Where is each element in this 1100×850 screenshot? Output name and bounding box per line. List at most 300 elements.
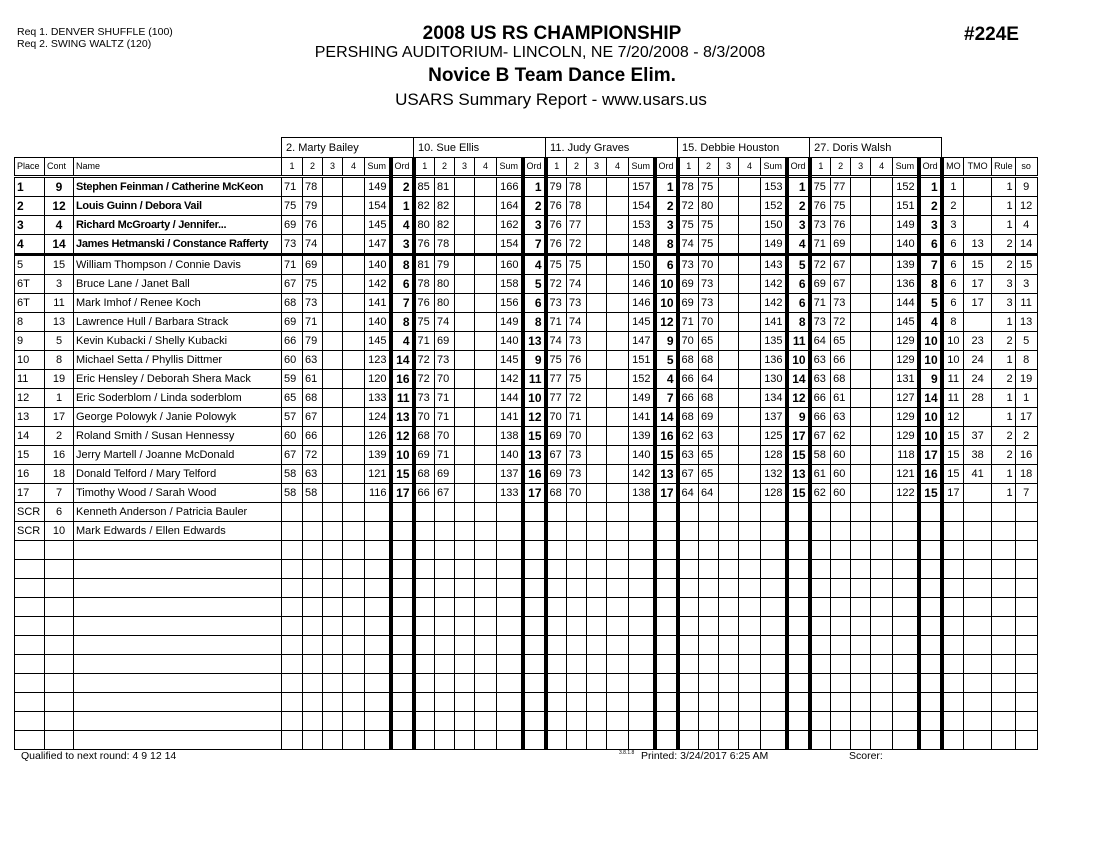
empty-cell (414, 579, 435, 598)
empty-cell (831, 598, 851, 617)
empty-cell (629, 655, 655, 674)
sum-cell: 147 (365, 235, 391, 255)
score-cell (607, 275, 629, 294)
sum-cell: 139 (629, 427, 655, 446)
score-cell (851, 465, 871, 484)
score-cell: 70 (567, 484, 587, 503)
score-cell: 69 (546, 427, 567, 446)
mo-cell: 11 (942, 370, 964, 389)
event-title (0, 65, 1100, 87)
score-cell: 62 (831, 427, 851, 446)
empty-cell (810, 674, 831, 693)
empty-cell (391, 693, 414, 712)
empty-cell (303, 731, 323, 750)
empty-cell (475, 731, 497, 750)
empty-cell (678, 560, 699, 579)
ordinal-cell (523, 522, 546, 541)
place-cell: 16 (15, 465, 45, 484)
event-number: #224E (964, 24, 1019, 45)
score-cell: 72 (831, 313, 851, 332)
ordinal-cell: 16 (523, 465, 546, 484)
empty-cell (831, 693, 851, 712)
sum-cell: 141 (761, 313, 787, 332)
sum-cell: 145 (893, 313, 919, 332)
ordinal-cell: 16 (919, 465, 942, 484)
ordinal-cell: 17 (523, 484, 546, 503)
sum-cell: 146 (629, 275, 655, 294)
score-cell (475, 427, 497, 446)
score-cell (323, 484, 343, 503)
empty-cell (323, 693, 343, 712)
score-cell: 74 (567, 313, 587, 332)
empty-cell (699, 731, 719, 750)
empty-cell (414, 636, 435, 655)
empty-cell (567, 636, 587, 655)
rule-cell: 1 (992, 216, 1016, 235)
score-cell (455, 465, 475, 484)
sum-cell: 129 (893, 332, 919, 351)
empty-cell (523, 712, 546, 731)
empty-cell (787, 541, 810, 560)
empty-cell (497, 693, 523, 712)
empty-cell (435, 579, 455, 598)
empty-cell (455, 598, 475, 617)
empty-cell (739, 674, 761, 693)
score-cell: 81 (435, 177, 455, 197)
empty-cell (992, 674, 1016, 693)
place-cell: 1 (15, 177, 45, 197)
results-table (14, 137, 1038, 750)
place-cell: 15 (15, 446, 45, 465)
so-cell: 11 (1015, 294, 1037, 313)
sum-cell: 121 (893, 465, 919, 484)
score-cell (323, 294, 343, 313)
table-row (15, 503, 1038, 522)
empty-cell (761, 598, 787, 617)
score-cell (587, 275, 607, 294)
empty-cell (74, 617, 282, 636)
empty-cell (787, 598, 810, 617)
score-cell (851, 332, 871, 351)
empty-cell (851, 655, 871, 674)
empty-cell (455, 579, 475, 598)
score-cell (282, 522, 303, 541)
column-header-row (15, 158, 1038, 177)
score-cell (343, 294, 365, 313)
score-cell (719, 370, 739, 389)
empty-cell (343, 541, 365, 560)
score-cell (607, 351, 629, 370)
empty-cell (497, 617, 523, 636)
name-cell: Roland Smith / Susan Hennessy (74, 427, 282, 446)
report-title (0, 90, 1100, 110)
score-cell: 73 (414, 389, 435, 408)
score-cell (739, 427, 761, 446)
col-header-judge3-1: 1 (678, 158, 699, 177)
col-header-name: Name (74, 158, 282, 177)
empty-cell (15, 674, 45, 693)
empty-cell (678, 674, 699, 693)
score-cell (343, 351, 365, 370)
score-cell: 70 (567, 427, 587, 446)
sum-cell: 145 (365, 216, 391, 235)
empty-cell (699, 541, 719, 560)
ordinal-cell: 2 (391, 177, 414, 197)
score-cell (851, 294, 871, 313)
score-cell (719, 465, 739, 484)
qualified-list: Qualified to next round: 4 9 12 14 (21, 750, 177, 762)
empty-cell (964, 674, 992, 693)
score-cell: 78 (678, 177, 699, 197)
score-cell (343, 255, 365, 275)
empty-cell (523, 674, 546, 693)
place-cell: 10 (15, 351, 45, 370)
judge-name-4: 27. Doris Walsh (810, 138, 942, 158)
ordinal-cell: 14 (787, 370, 810, 389)
score-cell (607, 522, 629, 541)
score-cell (739, 503, 761, 522)
empty-cell (587, 674, 607, 693)
score-cell (587, 313, 607, 332)
empty-row (15, 598, 1038, 617)
empty-cell (497, 674, 523, 693)
empty-cell (699, 617, 719, 636)
ordinal-cell: 12 (523, 408, 546, 427)
sum-cell: 128 (761, 484, 787, 503)
col-header-judge4-4: 4 (871, 158, 893, 177)
name-cell: Richard McGroarty / Jennifer... (74, 216, 282, 235)
empty-cell (629, 731, 655, 750)
mo-cell: 2 (942, 197, 964, 216)
empty-cell (323, 655, 343, 674)
ordinal-cell: 8 (391, 255, 414, 275)
ordinal-cell: 4 (391, 216, 414, 235)
score-cell: 69 (678, 275, 699, 294)
empty-cell (629, 598, 655, 617)
empty-cell (964, 598, 992, 617)
score-cell: 78 (414, 275, 435, 294)
sum-cell (365, 503, 391, 522)
tmo-cell: 13 (964, 235, 992, 255)
sum-cell: 135 (761, 332, 787, 351)
empty-row (15, 655, 1038, 674)
empty-cell (391, 655, 414, 674)
score-cell (475, 484, 497, 503)
empty-cell (45, 617, 74, 636)
empty-cell (964, 731, 992, 750)
score-cell: 78 (567, 177, 587, 197)
sum-cell: 125 (761, 427, 787, 446)
ordinal-cell: 15 (391, 465, 414, 484)
score-cell: 75 (567, 255, 587, 275)
col-header-judge4-2: 2 (831, 158, 851, 177)
empty-cell (787, 579, 810, 598)
score-cell (587, 389, 607, 408)
empty-cell (567, 731, 587, 750)
empty-cell (1015, 655, 1037, 674)
score-cell (323, 522, 343, 541)
score-cell: 58 (282, 465, 303, 484)
rule-cell: 1 (992, 177, 1016, 197)
table-row (15, 370, 1038, 389)
championship-title-text: 2008 US RS CHAMPIONSHIP (422, 23, 682, 44)
score-cell (871, 351, 893, 370)
score-cell: 71 (810, 294, 831, 313)
empty-cell (323, 560, 343, 579)
ordinal-cell: 5 (523, 275, 546, 294)
empty-cell (523, 636, 546, 655)
score-cell (343, 427, 365, 446)
score-cell (719, 235, 739, 255)
table-row (15, 197, 1038, 216)
score-cell: 63 (810, 351, 831, 370)
name-cell: Eric Soderblom / Linda soderblom (74, 389, 282, 408)
empty-cell (546, 636, 567, 655)
sum-cell: 142 (761, 275, 787, 294)
empty-cell (45, 655, 74, 674)
table-row (15, 275, 1038, 294)
score-cell (343, 235, 365, 255)
empty-cell (497, 579, 523, 598)
empty-cell (739, 693, 761, 712)
empty-cell (699, 712, 719, 731)
tmo-cell: 41 (964, 465, 992, 484)
empty-cell (391, 598, 414, 617)
rule-cell: 1 (992, 408, 1016, 427)
col-header-judge4-ord: Ord (919, 158, 942, 177)
empty-cell (303, 712, 323, 731)
sum-cell: 142 (497, 370, 523, 389)
table-row (15, 389, 1038, 408)
empty-cell (587, 560, 607, 579)
ordinal-cell: 4 (391, 332, 414, 351)
cont-cell: 11 (45, 294, 74, 313)
empty-cell (365, 636, 391, 655)
empty-cell (303, 579, 323, 598)
table-row (15, 465, 1038, 484)
score-cell: 80 (435, 275, 455, 294)
empty-cell (678, 655, 699, 674)
score-cell: 65 (699, 465, 719, 484)
place-cell: 17 (15, 484, 45, 503)
empty-cell (871, 636, 893, 655)
empty-cell (587, 693, 607, 712)
empty-cell (567, 712, 587, 731)
score-cell (719, 275, 739, 294)
empty-cell (699, 636, 719, 655)
empty-cell (992, 655, 1016, 674)
empty-cell (391, 541, 414, 560)
empty-cell (893, 579, 919, 598)
empty-cell (893, 712, 919, 731)
score-cell (343, 216, 365, 235)
sum-cell: 140 (497, 446, 523, 465)
cont-cell: 10 (45, 522, 74, 541)
empty-cell (655, 598, 678, 617)
so-cell: 5 (1015, 332, 1037, 351)
empty-cell (810, 541, 831, 560)
ordinal-cell: 12 (655, 313, 678, 332)
empty-cell (587, 636, 607, 655)
empty-cell (607, 560, 629, 579)
score-cell (871, 294, 893, 313)
rule-cell (992, 522, 1016, 541)
table-row (15, 408, 1038, 427)
empty-cell (282, 674, 303, 693)
empty-cell (475, 541, 497, 560)
score-cell (475, 522, 497, 541)
mo-cell: 11 (942, 389, 964, 408)
empty-cell (74, 560, 282, 579)
ordinal-cell: 6 (787, 294, 810, 313)
score-cell (567, 503, 587, 522)
empty-cell (761, 712, 787, 731)
sum-cell: 149 (629, 389, 655, 408)
score-cell (323, 216, 343, 235)
so-cell: 8 (1015, 351, 1037, 370)
empty-cell (546, 541, 567, 560)
score-cell (435, 522, 455, 541)
cont-cell: 18 (45, 465, 74, 484)
col-header-judge0-3: 3 (323, 158, 343, 177)
empty-cell (678, 636, 699, 655)
ordinal-cell: 11 (391, 389, 414, 408)
sum-cell (761, 503, 787, 522)
empty-cell (15, 693, 45, 712)
score-cell (851, 484, 871, 503)
place-cell: 11 (15, 370, 45, 389)
empty-cell (655, 712, 678, 731)
ordinal-cell: 5 (919, 294, 942, 313)
score-cell (475, 446, 497, 465)
score-cell (851, 408, 871, 427)
empty-row (15, 693, 1038, 712)
rule-cell: 2 (992, 370, 1016, 389)
empty-cell (893, 636, 919, 655)
table-row (15, 332, 1038, 351)
score-cell: 73 (699, 275, 719, 294)
empty-cell (919, 655, 942, 674)
score-cell: 75 (699, 177, 719, 197)
place-cell: 9 (15, 332, 45, 351)
ordinal-cell: 9 (787, 408, 810, 427)
score-cell: 75 (546, 351, 567, 370)
score-cell: 80 (414, 216, 435, 235)
empty-row (15, 560, 1038, 579)
score-cell: 74 (567, 275, 587, 294)
empty-cell (523, 579, 546, 598)
col-header-judge0-sum: Sum (365, 158, 391, 177)
empty-cell (871, 617, 893, 636)
empty-cell (787, 731, 810, 750)
score-cell: 71 (435, 389, 455, 408)
ordinal-cell: 9 (655, 332, 678, 351)
sum-cell: 156 (497, 294, 523, 313)
col-header-judge0-ord: Ord (391, 158, 414, 177)
score-cell (587, 235, 607, 255)
table-row (15, 446, 1038, 465)
col-header-judge1-ord: Ord (523, 158, 546, 177)
score-cell (831, 522, 851, 541)
sum-cell: 166 (497, 177, 523, 197)
score-cell: 73 (282, 235, 303, 255)
col-header-judge3-2: 2 (699, 158, 719, 177)
score-cell: 58 (810, 446, 831, 465)
empty-cell (655, 655, 678, 674)
score-cell (719, 389, 739, 408)
sum-cell: 133 (365, 389, 391, 408)
place-cell: 13 (15, 408, 45, 427)
empty-cell (15, 560, 45, 579)
ordinal-cell: 5 (655, 351, 678, 370)
sum-cell: 148 (629, 235, 655, 255)
empty-cell (391, 712, 414, 731)
judge-header-row (15, 138, 1038, 158)
empty-cell (323, 598, 343, 617)
empty-cell (1015, 731, 1037, 750)
score-cell: 70 (435, 427, 455, 446)
ordinal-cell: 7 (523, 235, 546, 255)
score-cell (739, 332, 761, 351)
name-cell: Louis Guinn / Debora Vail (74, 197, 282, 216)
ordinal-cell: 7 (919, 255, 942, 275)
cont-cell: 9 (45, 177, 74, 197)
ordinal-cell: 4 (919, 313, 942, 332)
score-cell: 65 (831, 332, 851, 351)
mo-cell: 8 (942, 313, 964, 332)
empty-cell (74, 693, 282, 712)
score-cell: 60 (282, 427, 303, 446)
empty-cell (282, 636, 303, 655)
score-cell (607, 294, 629, 313)
score-cell (414, 522, 435, 541)
cont-cell: 4 (45, 216, 74, 235)
empty-cell (992, 598, 1016, 617)
empty-cell (607, 541, 629, 560)
ordinal-cell: 6 (655, 255, 678, 275)
empty-row (15, 712, 1038, 731)
empty-row (15, 617, 1038, 636)
score-cell (323, 370, 343, 389)
score-cell (699, 503, 719, 522)
table-row (15, 235, 1038, 255)
empty-cell (414, 712, 435, 731)
score-cell (851, 370, 871, 389)
sum-cell (629, 503, 655, 522)
ordinal-cell: 6 (391, 275, 414, 294)
score-cell: 68 (699, 389, 719, 408)
empty-cell (739, 560, 761, 579)
empty-cell (523, 560, 546, 579)
empty-cell (655, 541, 678, 560)
sum-cell (893, 503, 919, 522)
score-cell (587, 522, 607, 541)
empty-cell (587, 731, 607, 750)
empty-cell (699, 693, 719, 712)
mo-cell: 6 (942, 275, 964, 294)
empty-cell (365, 674, 391, 693)
empty-cell (343, 655, 365, 674)
empty-cell (323, 617, 343, 636)
empty-cell (523, 731, 546, 750)
col-header-judge4-1: 1 (810, 158, 831, 177)
mo-cell: 3 (942, 216, 964, 235)
ordinal-cell: 10 (655, 294, 678, 313)
col-header-judge0-1: 1 (282, 158, 303, 177)
empty-cell (761, 636, 787, 655)
sum-cell: 133 (497, 484, 523, 503)
col-header-judge2-2: 2 (567, 158, 587, 177)
